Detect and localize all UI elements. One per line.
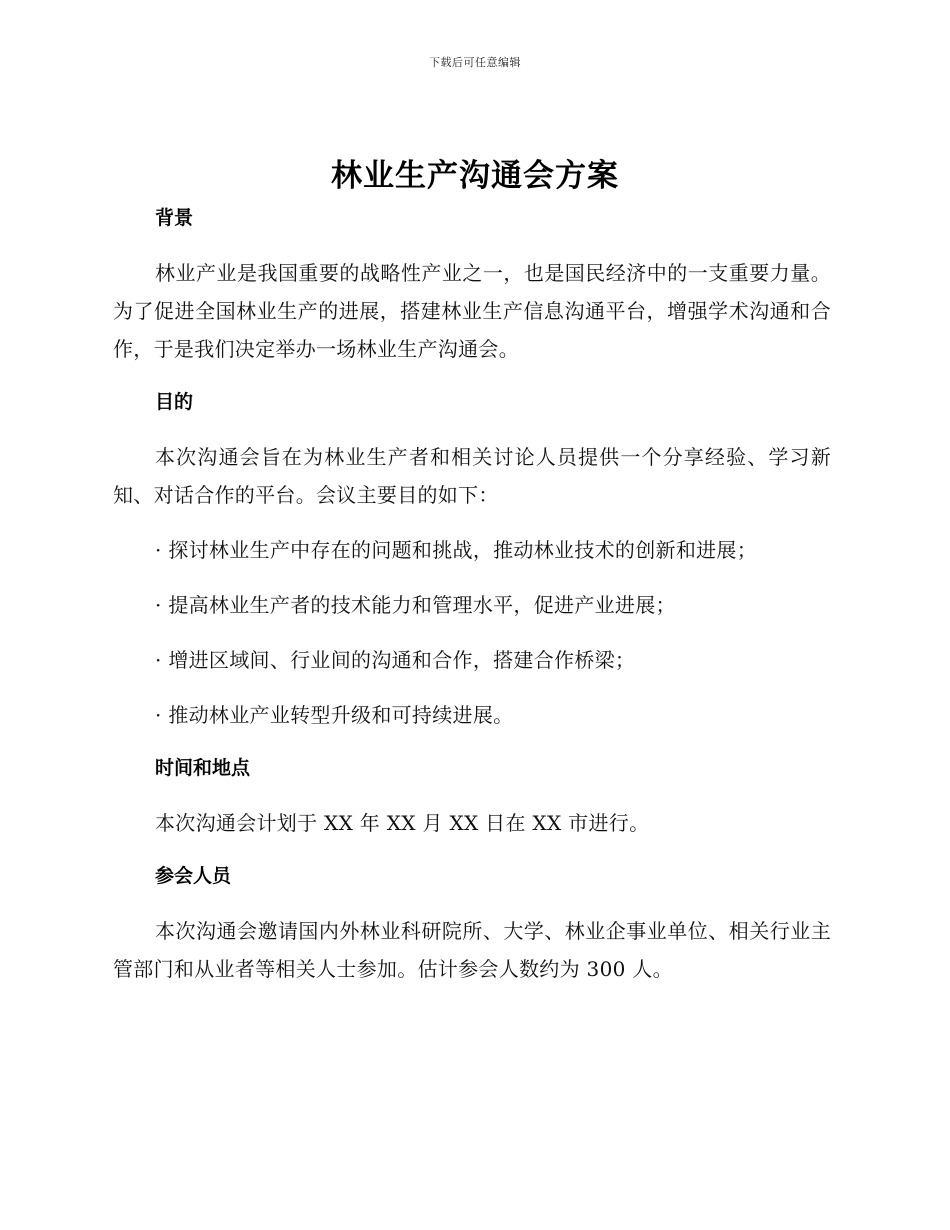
purpose-bullet-2: · 提高林业生产者的技术能力和管理水平，促进产业进展； bbox=[155, 593, 676, 617]
page-header-note: 下载后可任意编辑 bbox=[429, 56, 521, 69]
document-title: 林业生产沟通会方案 bbox=[331, 158, 619, 194]
section-heading-time-place: 时间和地点 bbox=[155, 757, 251, 779]
participants-paragraph: 本次沟通会邀请国内外林业科研院所、大学、林业企事业单位、相关行业主管部门和从业者等相关人士参加。估计参会人数约为 300 人。 bbox=[113, 919, 831, 981]
section-heading-background: 背景 bbox=[155, 207, 194, 229]
purpose-bullet-1: · 探讨林业生产中存在的问题和挑战，推动林业技术的创新和进展； bbox=[155, 538, 758, 562]
time-place-paragraph: 本次沟通会计划于 XX 年 XX 月 XX 日在 XX 市进行。 bbox=[155, 811, 650, 835]
purpose-bullet-3: · 增进区域间、行业间的沟通和合作，搭建合作桥梁； bbox=[155, 648, 636, 672]
background-paragraph: 林业产业是我国重要的战略性产业之一，也是国民经济中的一支重要力量。为了促进全国林业生产的进展，搭建林业生产信息沟通平台，增强学术沟通和合作，于是我们决定举办一场林业生产沟通会。 bbox=[113, 261, 831, 361]
purpose-bullet-4: · 推动林业产业转型升级和可持续进展。 bbox=[155, 703, 514, 727]
purpose-paragraph: 本次沟通会旨在为林业生产者和相关讨论人员提供一个分享经验、学习新知、对话合作的平台。会议主要目的如下： bbox=[113, 445, 831, 507]
document-body bbox=[113, 196, 831, 988]
section-heading-purpose: 目的 bbox=[155, 391, 194, 413]
section-heading-participants: 参会人员 bbox=[155, 865, 232, 887]
